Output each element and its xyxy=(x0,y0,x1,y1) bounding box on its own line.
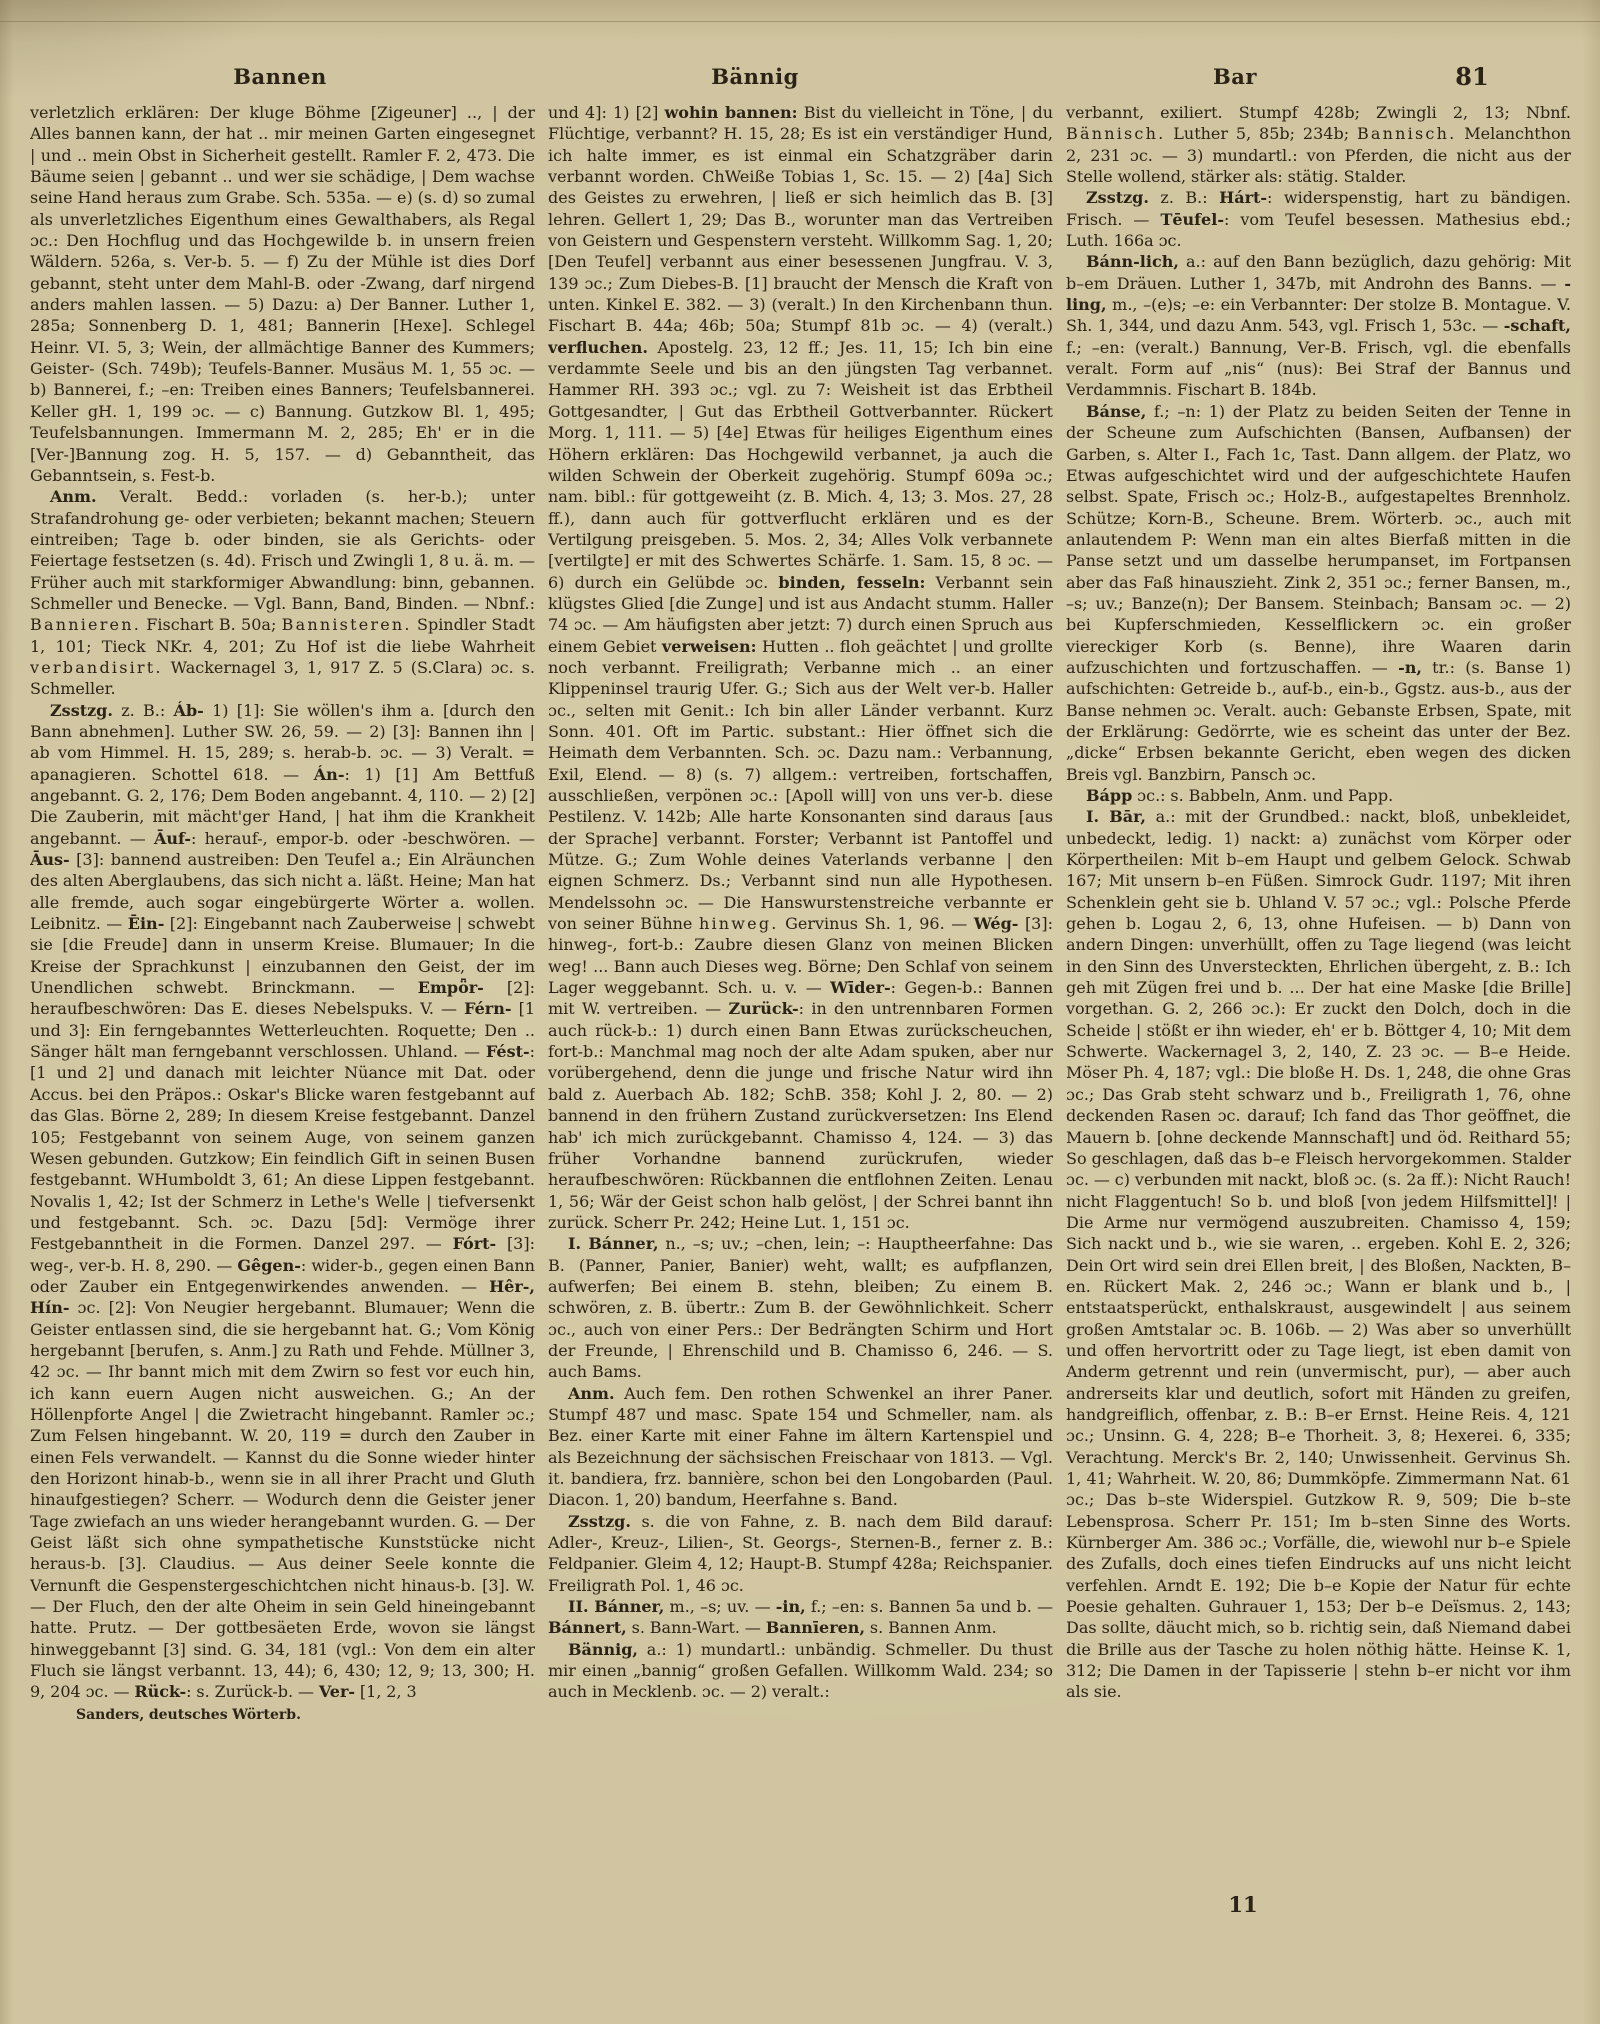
headword: Empȫr- xyxy=(417,978,484,998)
body-text: a.: mit der Grundbed.: nackt, bloß, unbekleidet, unbedeckt, ledig. 1) nackt: a) zunächst vom Körper oder Körpertheilen: Mit b–em Haupt und gelbem Gelock. Schwab 167; Mit unsern b–en Füßen. Simrock Gudr. 1197; Mit ihren Schenklein geht sie b. Uhland V. 57 ɔc.; vgl.: Polsche Pferde gehen b. Logau 2, 6, 13, ohne Hufeisen. — b) Dann von andern Dingen: unverhüllt, offen zu Tage liegend (was leicht in den Sinn des Unversteckten, Ehrlichen übergeht, z. B.: Ich geh mit Zügen frei und b. ... Der hat eine Maske [die Brille] vorgethan. G. 2, 266 ɔc.): Er zuckt den Dolch, doch in die Scheide | stößt er ihn wieder, eh' er b. Böttger 4, 10; Mit dem Schwerte. Wackernagel 3, 2, 140, Z. 23 ɔc. — B–e Heide. Möser Ph. 4, 187; vgl.: Die bloße H. Ds. 1, 248, die ohne Gras ɔc.; Das Grab steht schwarz und b., Freiligrath 1, 76, ohne deckenden Rasen ɔc. darauf; Ich fand das Thor geöffnet, die Mauern b. [ohne deckende Mannschaft] und öd. Reithard 55; So geschlagen, daß das b–e Fleisch hervorgekommen. Stalder ɔc. — c) verbunden mit nackt, bloß ɔc. (s. 2a ff.): Nicht Rauch! nicht Flaggentuch! So b. und bloß [von jedem Hilfsmittel]! | Die Arme nur vermögend auszubreiten. Chamisso 4, 159; Sich nackt und b., wie sie waren, .. ergeben. Kohl E. 2, 326; Dein Ort wird sein drei Ellen breit, | des Bloßen, Nackten, B–en. Rückert Mak. 2, 246 ɔc.; Wann er blank und b., | entstaatsperückt, enthalskraust, ausgewindelt | aus seinem großen Amtstalar ɔc. B. 106b. — 2) Was aber so unverhüllt und offen hervortritt oder zu Tage liegt, ist eben damit von Anderm getrennt und rein (unvermischt, pur), — aber auch andrerseits klar und deutlich, sofort mit Händen zu greifen, handgreiflich, offenbar, z. B.: B–er Ernst. Heine Reis. 4, 121 ɔc.; Unsinn. G. 4, 228; B–e Thorheit. 3, 8; Hexerei. 6, 335; Verachtung. Merck's Br. 2, 140; Unwissenheit. Gervinus Sh. 1, 41; Wahrheit. W. 20, 86; Dummköpfe. Zimmermann Nat. 61 ɔc.; Das b–ste Widerspiel. Gutzkow R. 9, 509; Die b–ste Lebensprosa. Scherr Pr. 151; Im b–sten Sinne des Worts. Kürnberger Am. 386 ɔc.; Vorfälle, die, wiewohl nur b–e Spiele des Zufalls, doch eines tiefen Eindrucks auf uns nicht leicht verfehlen. Arndt E. 192; Die b–e Kopie der Natur für echte Poesie gehalten. Guhrauer 1, 153; Der b–e Deïsmus. 2, 143; Das sollte, däucht mich, so b. richtig sein, daß Niemand dabei die Brille aus der Tasche zu holen nöthig hätte. Heinse K. 1, 312; Die Damen in der Tapisserie | stehn b–er nicht vor ihm als sie. xyxy=(1066,807,1571,1702)
body-text: [3]: weg-, ver-b. H. 8, 290. — xyxy=(30,1234,535,1275)
body-text: s. die von Fahne, z. B. nach dem Bild darauf: Adler-, Kreuz-, Lilien-, St. Georgs-, Sternen-B., ferner z. B.: Feldpanier. Gleim 4, 12; Haupt-B. Stumpf 428a; Reichspanier. Freiligrath Pol. 1, 46 ɔc. xyxy=(548,1511,1053,1595)
page-number: 81 xyxy=(1455,62,1489,91)
body-text: Bannisch. xyxy=(1356,124,1457,144)
headword: verfluchen. xyxy=(548,337,648,357)
headword: Rück- xyxy=(134,1682,187,1702)
headword: Fórt- xyxy=(452,1234,497,1254)
headword: binden, fesseln: xyxy=(778,572,926,592)
body-text: Bannisteren. xyxy=(281,615,412,635)
body-text: verbandisirt. xyxy=(30,657,163,677)
body-text: z. B.: xyxy=(1148,188,1220,208)
body-text: : wider-b., gegen einen Bann oder Zauber ein Entgegenwirkendes anwenden. — xyxy=(30,1255,535,1296)
body-text: : vom Teufel besessen. Mathesius ebd.; Luth. 166a ɔc. xyxy=(1066,209,1571,251)
body-text: Bännisch. xyxy=(1066,124,1166,144)
headword: Bännig, xyxy=(568,1639,638,1659)
headword: II. Bánner, xyxy=(568,1597,665,1617)
column-right xyxy=(1066,102,1571,1920)
headword: Zsstzg. xyxy=(1086,188,1149,208)
headword: Bánnert, xyxy=(548,1618,627,1638)
headword: Hárt- xyxy=(1219,188,1268,208)
body-text: verletzlich erklären: Der kluge Böhme [Zigeuner] .., | der Alles bannen kann, der hat .. mir meinen Garten eingesegnet | und .. mein Obst in Sicherheit gestellt. Ramler F. 2, 473. Die Bäume seien | gebannt .. und wer sie schädige, | Dem wachse seine Hand heraus zum Grabe. Sch. 535a. — e) (s. d) so zumal als unverletzliches Eigenthum eines Gewalthabers, als Regal ɔc.: Den Hochflug und das Hochgewilde b. in unsern freien Wäldern. 526a, s. Ver-b. 5. — f) Zu der Mühle ist dies Dorf gebannt, steht unter dem Mahl-B. oder -Zwang, darf nirgend anders mahlen lassen. — 5) Dazu: a) Der Banner. Luther 1, 285a; Sonnenberg D. 1, 481; Bannerin [Hexe]. Schlegel Heinr. VI. 5, 3; Wein, der allmächtige Banner des Kummers; Geister- (Sch. 749b); Teufels-Banner. Musäus M. 1, 55 ɔc. — b) Bannerei, f.; –en: Treiben eines Banners; Teufelsbannerei. Keller gH. 1, 199 ɔc. — c) Bannung. Gutzkow Bl. 1, 495; Teufelsbannungen. Immermann M. 2, 285; Eh' er in die [Ver-]Bannung zog. H. 5, 157. — d) Gebanntheit, das Gebanntsein, s. Fest-b. xyxy=(30,103,535,485)
body-text: Apostelg. 23, 12 ff.; Jes. 11, 15; Ich bin eine verdammte Seele und bis an den jüngsten Tag verbannet. Hammer RH. 393 ɔc.; vgl. zu 7: Weisheit ist das Erbtheil Gottgesandter, | Gut das Erbtheil Gottverbannter. Rückert Morg. 1, 111. — 5) [4e] Etwas für heiliges Eigenthum eines Höhern erklären: Das Hochgewild verbannet, ja auch die wilden Schwein der Oberkeit zugehörig. Stumpf 609a ɔc.; nam. bibl.: für gottgeweiht (z. B. Mich. 4, 13; 3. Mos. 27, 28 ff.), dann auch für gottverflucht erklären und es der Vertilgung preisgeben. 5. Mos. 2, 34; Alles Volk verbannete [vertilgte] er mit des Schwertes Schärfe. 1. Sam. 15, 8 ɔc. — 6) durch ein Gelübde ɔc. xyxy=(548,337,1053,592)
body-text: Bist du vielleicht in Töne, | du Flüchtige, verbannt? H. 15, 28; Es ist ein verständiger Hund, ich halte immer, es ist einmal ein Schatzgräber darin verbannt worden. ChWeiße Tobias 1, Sc. 15. — 2) [4a] Sich des Geistes zu erwehren, | ließ er sich heimlich das B. [3] lehren. Gellert 1, 29; Das B., worunter man das Vertreiben von Geistern und Gespenstern versteht. Willkomm Sag. 1, 20; [Den Teufel] verbannt aus einer besessenen Jungfrau. V. 3, 139 ɔc.; Zum Diebes-B. [1] braucht der Mensch die Kraft von unten. Kinkel E. 382. — 3) (veralt.) In den Kirchenbann thun. Fischart B. 44a; 46b; 50a; Stumpf 81b ɔc. — 4) (veralt.) xyxy=(548,103,1053,336)
column-left xyxy=(30,102,535,1920)
body-text: tr.: (s. Banse 1) aufschichten: Getreide b., auf-b., ein-b., Ggstz. aus-b., aus der Banse nehmen ɔc. Veralt. auch: Gebanste Erbsen, Spate, mit der Erklärung: Gedörrte, wie es scheint das unter der Bez. „dicke“ Erbsen bekannte Gericht, eben wegen des dicken Breis vgl. Banzbirn, Pansch ɔc. xyxy=(1066,657,1571,784)
headword: Ver- xyxy=(318,1682,356,1702)
body-text: f.; –n: 1) der Platz zu beiden Seiten der Tenne in der Scheune zum Aufschichten (Bansen, Aufbansen) der Garben, s. Alter I., Fach 1c, Tast. Dann allgem. der Platz, wo Etwas aufgeschichtet wird und der aufgeschichtete Haufen selbst. Spate, Frisch ɔc.; Holz-B., aufgestapeltes Brennholz. Schütze; Korn-B., Scheune. Brem. Wörterb. ɔc., auch mit anlautendem P: Wenn man ein altes Bierfaß mitten in die Panse setzt und um dasselbe herumpanset, im Fortpansen aber das Faß hinauszieht. Zink 2, 351 ɔc.; ferner Bansen, m., –s; uv.; Banze(n); Der Bansem. Steinbach; Bansam ɔc. — 2) bei Kupferschmieden, Kesselflickern ɔc. ein großer viereckiger Korb (s. Benne), ihre Waaren darin aufzuschichten und fortzuschaffen. — xyxy=(1066,401,1571,677)
paragraph xyxy=(548,1233,1053,1382)
body-text: Spindler Stadt 1, 101; Tieck NKr. 4, 201; Zu Hof ist die liebe Wahrheit xyxy=(30,615,535,656)
body-text: m., –s; uv. — xyxy=(664,1597,776,1617)
headword: Tēufel- xyxy=(1160,209,1224,229)
running-head-left: Bannen xyxy=(233,64,327,89)
headword: Wég- xyxy=(973,914,1019,934)
headword: Zsstzg. xyxy=(50,700,113,720)
body-text: : herauf-, empor-b. oder -beschwören. — xyxy=(190,828,535,848)
paragraph xyxy=(548,1383,1053,1511)
body-text: : [1 und 2] und danach mit leichter Nüance mit Dat. oder Accus. bei den Präpos.: Oskar's Blicke waren festgebannt auf das Glas. Börne 2, 289; In diesem Kreise festgebannt. Danzel 105; Festgebannt von seinem Auge, von seinem ganzen Wesen gebunden. Gutzkow; Ein feindlich Gift in seinen Busen festgebannt. WHumboldt 3, 61; An diese Lippen festgebannt. Novalis 1, 42; Ist der Schmerz in Lethe's Welle | tiefversenkt und festgebannt. Sch. ɔc. Dazu [5d]: Vermöge ihrer Festgebanntheit in die Formen. Danzel 297. — xyxy=(30,1042,535,1254)
text-columns xyxy=(30,102,1572,1920)
body-text: verbannt, exiliert. Stumpf 428b; Zwingli 2, 13; Nbnf. xyxy=(1066,103,1571,122)
body-text: [2]: heraufbeschwören: Das E. dieses Nebelspuks. V. — xyxy=(30,978,535,1019)
running-head xyxy=(0,64,1600,94)
headword: Zurück- xyxy=(728,999,799,1019)
headword: wohin bannen: xyxy=(664,103,798,122)
body-text: Auch fem. Den rothen Schwenkel an ihrer Paner. Stumpf 487 und masc. Spate 154 und Schmeller, nam. als Bez. einer Karte mit einer Fahne im ältern Kartenspiel und als Bezeichnung der sächsischen Freischaar von 1813. — Vgl. it. bandiera, frz. bannière, schon bei den Longobarden (Paul. Diacon. 1, 20) bandum, Heerfahne s. Band. xyxy=(548,1383,1053,1510)
paragraph xyxy=(30,700,535,1703)
paragraph xyxy=(1066,806,1571,1702)
body-text: Gervinus Sh. 1, 96. — xyxy=(778,914,974,934)
body-text: : s. Zurück-b. — xyxy=(186,1682,319,1702)
headword: Hêr-, Hín- xyxy=(30,1276,535,1318)
body-text: Verbannt sein klügstes Glied [die Zunge] und ist aus Andacht stumm. Haller 74 ɔc. — Am häufigsten aber jetzt: 7) durch einen Spruch aus einem Gebiet xyxy=(548,572,1053,656)
body-text: Veralt. Bedd.: vorladen (s. her-b.); unter Strafandrohung ge- oder verbieten; bekannt machen; Steuern eintreiben; Tage b. oder binden, sie als Gerichts- oder Feiertage festsetzen (s. 4d). Frisch und Zwingli 1, 8 u. ä. m. — Früher auch mit starkformiger Abwandlung: binn, gebannen. Schmeller und Benecke. — Vgl. Bann, Band, Binden. — Nbnf.: xyxy=(30,487,535,613)
body-text: s. Bann-Wart. — xyxy=(626,1618,766,1638)
running-head-middle: Bännig xyxy=(711,64,799,89)
body-text: [1, 2, 3 xyxy=(355,1682,417,1702)
paragraph xyxy=(1066,401,1571,785)
body-text: und 4]: 1) [2] xyxy=(548,103,665,122)
body-text: f.; –en: s. Bannen 5a und b. — xyxy=(805,1597,1053,1617)
body-text: [3]: bannend austreiben: Den Teufel a.; Ein Alräunchen des alten Aberglaubens, das sich nicht a. läßt. Heine; Man hat alle fremde, auch sogar eingebürgerte Wörter a. wollen. Leibnitz. — xyxy=(30,850,535,934)
paragraph xyxy=(548,102,1053,1233)
body-text: a.: auf den Bann bezüglich, dazu gehörig: Mit b–em Dräuen. Luther 1, 347b, mit Androhn des Banns. — xyxy=(1066,252,1571,293)
body-text: Hutten .. floh geächtet | und grollte noch verbannt. Freiligrath; Verbanne mich .. an einer Klippeninsel traurig Ufer. G.; Sich aus der Welt ver-b. Haller ɔc., selten mit Genit.: Ich bin aller Länder verbannt. Kurz Sonn. 401. Oft im Partic. substant.: Hier öffnet sich die Heimath dem Verbannten. Sch. ɔc. Dazu nam.: Verbannung, Exil, Elend. — 8) (s. 7) allgem.: vertreiben, fortschaffen, ausschließen, verpönen ɔc.: [Apoll will] von uns ver-b. diese Pestilenz. V. 142b; Alle harte Konsonanten sind daraus [aus der Sprache] verbannt. Forster; Verbannt ist Pantoffel und Mütze. G.; Zum Wohle deines Vaterlands verbanne | den eignen Schmerz. Ds.; Verbannt sind nun alle Hypothesen. Mendelssohn ɔc. — Die Hanswurstenstreiche verbannte er von seiner Bühne xyxy=(548,636,1053,934)
headword: I. Bār, xyxy=(1086,807,1146,827)
headword: Áb- xyxy=(173,700,204,720)
body-text: n., –s; uv.; –chen, lein; –: Hauptheerfahne: Das B. (Panner, Panier, Banier) weht, wallt; es aufpflanzen, aufwerfen; Bei einem B. stehn, bleiben; Zu einem B. schwören, z. B. übertr.: Zum B. der Gewöhnlichkeit. Scherr ɔc., auch von einer Pers.: Der Bedrängten Schirm und Hort der Freunde, | Ehrenschild und B. Chamisso 6, 246. — S. auch Bams. xyxy=(548,1234,1053,1382)
body-text: : 1) [1] Am Bettfuß angebannt. G. 2, 176; Dem Boden angebannt. 4, 110. — 2) [2] Die Zauberin, mit mächt'ger Hand, | hat ihm die Krankheit angebannt. — xyxy=(30,764,535,848)
body-text: Wackernagel 3, 1, 917 Z. 5 (S.Clara) ɔc. s. Schmeller. xyxy=(30,657,535,699)
body-text: Fischart B. 50a; xyxy=(141,615,282,635)
paragraph xyxy=(30,102,535,486)
body-text: s. Bannen Anm. xyxy=(865,1618,997,1638)
paragraph xyxy=(30,486,535,699)
body-text: 1) [1]: Sie wöllen's ihm a. [durch den Bann abnehmen]. Luther SW. 26, 59. — 2) [3]: Bannen ihn | ab vom Himmel. H. 15, 289; s. herab-b. ɔc. — 3) Veralt. = apanagieren. Schottel 618. — xyxy=(30,700,535,784)
body-text: [3]: hinweg-, fort-b.: Zaubre diesen Glanz von meinen Blicken weg! ... Bann auch Dieses weg. Börne; Den Schlaf von seinem Lager weggebannt. Sch. u. v. — xyxy=(548,914,1053,998)
body-text: Luther 5, 85b; 234b; xyxy=(1165,124,1357,144)
headword: Bánn-lich, xyxy=(1086,252,1179,272)
headword: Ēin- xyxy=(127,914,165,934)
headword: Wīder- xyxy=(830,978,891,998)
headword: Bánse, xyxy=(1086,401,1147,421)
headword: Férn- xyxy=(464,999,512,1019)
body-text: : in den untrennbaren Formen auch rück-b.: 1) durch einen Bann Etwas zurückscheuchen, fort-b.: Manchmal mag noch der alte Adam spuken, aber nur vorübergehend, denn die junge und frische Natur wird ihn bald z. Auerbach Ab. 182; SchB. 358; Kohl J. 2, 80. — 2) bannend in den frühern Zustand zurückversetzen: Ins Elend hab' ich mich zurückgebannt. Chamisso 4, 124. — 3) das früher Vorhandne bannend zurückrufen, wieder heraufbeschwören: Rückbannen die entflohnen Zeiten. Lenau 1, 56; Wär der Geist schon halb gelöst, | der Schrei bannt ihn zurück. Scherr Pr. 242; Heine Lut. 1, 151 ɔc. xyxy=(548,999,1053,1232)
headword: verweisen: xyxy=(661,636,757,656)
paper-crease xyxy=(0,21,1600,22)
body-text: [1 und 3]: Ein ferngebanntes Wetterleuchten. Roquette; Den .. Sänger hält man ferngebannt verschlossen. Uhland. — xyxy=(30,999,535,1062)
publisher-signature: Sanders, deutsches Wörterb. xyxy=(76,1706,301,1723)
headword: Bannīeren, xyxy=(765,1618,866,1638)
paragraph xyxy=(1066,785,1571,806)
body-text: ɔc. [2]: Von Neugier hergebannt. Blumauer; Wenn die Geister entlassen sind, die sie hergebannt hat. G.; Vom König hergebannt [berufen, s. Anm.] zu Rath und Fehde. Müllner 3, 42 ɔc. — Ihr bannt mich mit dem Zwirn so fest vor euch hin, ich kann euern Augen nicht ausweichen. G.; An der Höllenpforte Angel | die Zwietracht hingebannt. Ramler ɔc.; Zum Felsen hingebannt. W. 20, 119 = durch den Zauber in einen Fels verwandelt. — Kannst du die Sonne wieder hinter den Horizont hinab-b., wenn sie in all ihrer Pracht und Gluth hinaufgestiegen? Scherr. — Wodurch denn die Geister jener Tage zwiefach an uns wieder herangebannt wurden. G. — Der Geist läßt sich ohne sympathetische Kunststücke nicht heraus-b. [3]. Claudius. — Aus deiner Seele konnte die Vernunft die Gespenstergeschichtchen nicht hinaus-b. [3]. W. — Der Fluch, den der alte Oheim in sein Geld hineingebannt hatte. Prutz. — Der gottbesäeten Erde, wovon sie längst hinweggebannt [3] sind. G. 34, 181 (vgl.: Von dem ein alter Fluch sie längst verbannt. 13, 44); 6, 430; 12, 9; 13, 300; H. 9, 204 ɔc. — xyxy=(30,1298,535,1702)
body-text: [2]: Eingebannt nach Zauberweise | schwebt sie [die Freude] dann in unserm Kreise. Blumauer; In die Kreise der Sprachkunst | einzubannen den Geist, der im Unendlichen schwebt. Brinckmann. — xyxy=(30,914,535,998)
headword: Āuf- xyxy=(153,828,191,848)
body-text: Melanchthon 2, 231 ɔc. — 3) mundartl.: von Pferden, die nicht aus der Stelle wollend, stärker als: stätig. Stalder. xyxy=(1066,124,1571,187)
headword: Fést- xyxy=(485,1042,530,1062)
headword: -n, xyxy=(1398,657,1422,677)
paragraph xyxy=(1066,251,1571,400)
headword: Gêgen- xyxy=(237,1255,301,1275)
paragraph xyxy=(1066,102,1571,187)
headword: Anm. xyxy=(568,1383,615,1403)
headword: I. Bánner, xyxy=(568,1234,659,1254)
body-text: hinweg. xyxy=(698,914,779,934)
headword: -ling, xyxy=(1066,273,1571,315)
body-text: m., –(e)s; –e: ein Verbannter: Der stolze B. Montague. V. Sh. 1, 344, und dazu Anm. 543, vgl. Frisch 1, 53c. — xyxy=(1066,295,1571,336)
body-text: f.; –en: (veralt.) Bannung, Ver-B. Frisch, vgl. die ebenfalls veralt. Form auf „nis“ (nus): Bei Straf der Bannus und Verdammnis. Fischart B. 184b. xyxy=(1066,337,1571,400)
headword: -schaft, xyxy=(1503,316,1571,336)
running-head-right: Bar xyxy=(1213,64,1257,89)
sheet-signature-number: 11 xyxy=(1228,1892,1258,1917)
body-text: a.: 1) mundartl.: unbändig. Schmeller. Du thust mir einen „bannig“ großen Gefallen. Willkomm Wald. 234; so auch in Mecklenb. ɔc. — 2) veralt.: xyxy=(548,1639,1053,1702)
body-text: : Gegen-b.: Bannen mit W. vertreiben. — xyxy=(548,978,1053,1019)
paragraph xyxy=(1066,187,1571,251)
headword: Anm. xyxy=(50,487,97,507)
headword: Āus- xyxy=(30,850,70,870)
body-text: ɔc.: s. Babbeln, Anm. und Papp. xyxy=(1132,786,1394,805)
headword: Bápp xyxy=(1086,786,1133,805)
body-text: : widerspenstig, hart zu bändigen. Frisch. — xyxy=(1066,188,1571,229)
headword: -in, xyxy=(775,1597,806,1617)
paragraph xyxy=(548,1596,1053,1639)
headword: Án- xyxy=(313,764,345,784)
body-text: z. B.: xyxy=(112,700,174,720)
headword: Zsstzg. xyxy=(568,1511,631,1531)
column-middle xyxy=(548,102,1053,1920)
body-text: Bannieren. xyxy=(30,615,141,635)
paragraph xyxy=(548,1511,1053,1596)
paragraph xyxy=(548,1639,1053,1703)
